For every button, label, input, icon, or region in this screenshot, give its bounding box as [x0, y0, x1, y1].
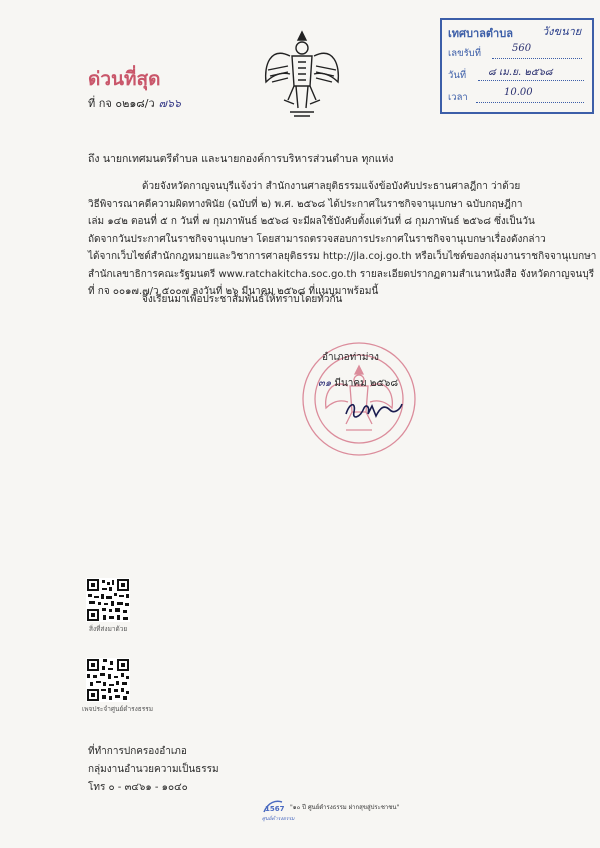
body-line: ด้วยจังหวัดกาญจนบุรีแจ้งว่า สำนักงานศาลยุติธรรมแจ้งข้อบังคับประธานศาลฎีกา ว่าด้วย: [142, 181, 521, 192]
document-number-label: ที่ กจ ๐๒๑๘/ว: [88, 97, 155, 110]
body-line: ที่ กจ ๐๐๑๗.๗/ว ๕๐๐๗ ลงวันที่ ๒๖ มีนาคม ๒๕๖๘ ที่แนบมาพร้อมนี้: [88, 286, 379, 297]
qr-code-icon[interactable]: [86, 578, 130, 622]
signature-date-handwritten: ๓๑: [318, 378, 332, 389]
footer-logo-text: "๑๐ ปี ศูนย์ดำรงธรรม ฝากสุขสู่ประชาชน": [290, 804, 400, 811]
body-line: ได้จากเว็บไซต์สำนักกฎหมายและวิชาการศาลยุติธรรม http://jla.coj.go.th หรือเว็บไซต์ของกลุ่มงานราชกิจจานุเบกษา: [88, 251, 597, 262]
handwritten-signature-icon: [342, 396, 406, 422]
footer-division: กลุ่มงานอำนวยความเป็นธรรม: [88, 764, 219, 775]
receipt-date-value: ๘ เม.ย. ๒๕๖๘: [488, 67, 553, 78]
document-number: [88, 94, 181, 112]
body-line: สำนักเลขาธิการคณะรัฐมนตรี www.ratchakitcha.soc.go.th รายละเอียดปรากฏตามสำเนาหนังสือ จังหวัดกาญจนบุรี: [88, 268, 595, 280]
letter-body: [88, 178, 597, 301]
damrongdhama-1567-logo-icon: [262, 798, 284, 816]
receipt-stamp-org-handwritten: วังขนาย: [542, 25, 582, 38]
svg-text:1567: 1567: [265, 805, 284, 813]
body-line: วิธีพิจารณาคดีความผิดทางพินัย (ฉบับที่ ๒) พ.ศ. ๒๕๖๘ ได้ประกาศในราชกิจจานุเบกษา ฉบับกฤษฎีกา: [88, 198, 523, 210]
receipt-number-value: 560: [512, 43, 532, 54]
body-line: เล่ม ๑๔๒ ตอนที่ ๕ ก วันที่ ๗ กุมภาพันธ์ ๒๕๖๘ จะมีผลใช้บังคับตั้งแต่วันที่ ๘ กุมภาพันธ์ ๒๕๖๘ ซึ่งเป็นวัน: [88, 216, 535, 227]
footer-office: ที่ทำการปกครองอำเภอ: [88, 746, 187, 757]
signature-date: [318, 376, 398, 391]
qr-code-icon[interactable]: [86, 658, 130, 702]
qr-caption: เพจประจำศูนย์ดำรงธรรม: [82, 705, 154, 713]
receipt-time-value: 10.00: [504, 87, 533, 98]
body-line: ถัดจากวันประกาศในราชกิจจานุเบกษา โดยสามารถตรวจสอบการประกาศในราชกิจจานุเบกษาเรื่องดังกล่าว: [88, 233, 546, 245]
receipt-stamp-org: เทศบาลตำบล: [448, 27, 513, 40]
receipt-number-label: เลขรับที่: [448, 48, 481, 59]
signature-date-rest: มีนาคม ๒๕๖๘: [331, 378, 399, 389]
receipt-time-label: เวลา: [448, 92, 468, 103]
urgency-label: ด่วนที่สุด: [88, 68, 161, 90]
addressee: ถึง นายกเทศมนตรีตำบล และนายกองค์การบริหารส่วนตำบล ทุกแห่ง: [88, 153, 394, 165]
receipt-date-label: วันที่: [448, 70, 467, 81]
closing-line: จึงเรียนมาเพื่อประชาสัมพันธ์ให้ทราบโดยทั่วกัน: [142, 294, 343, 305]
footer-phone: โทร ๐ - ๓๔๖๑ - ๑๐๔๐: [88, 782, 188, 793]
garuda-emblem-icon: [260, 26, 344, 122]
footer-logo-subtext: ศูนย์ดำรงธรรม: [262, 816, 295, 822]
receipt-stamp: [440, 18, 594, 114]
qr-caption: สิ่งที่ส่งมาด้วย: [89, 625, 128, 633]
document-number-handwritten: ๗๖๖: [158, 97, 181, 110]
signatory-office: อำเภอท่าม่วง: [322, 352, 379, 363]
